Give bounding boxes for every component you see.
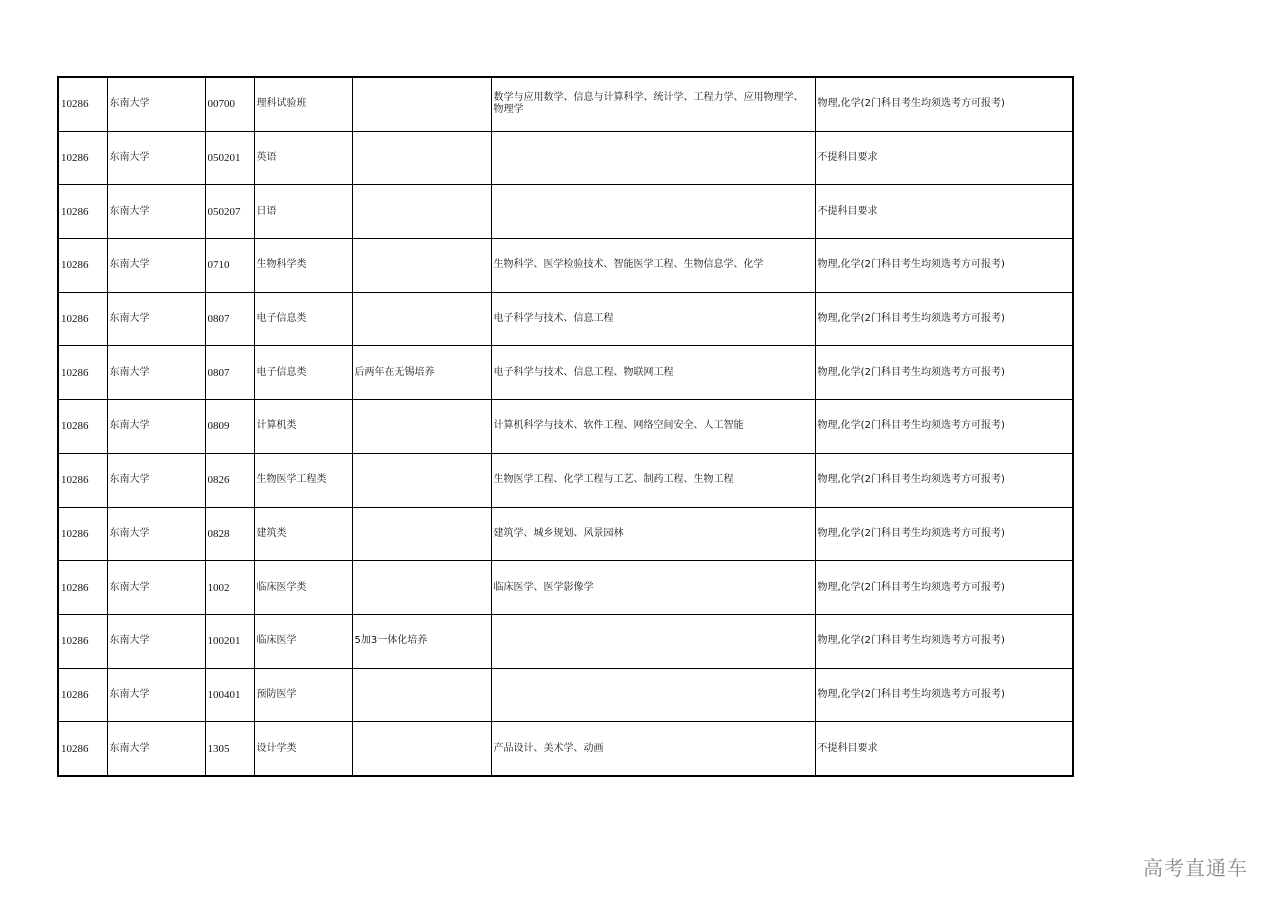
cell-subject-requirement: 不提科目要求 [815, 722, 1073, 776]
table-row [58, 292, 1073, 346]
cell-major-name: 生物医学工程类 [254, 453, 352, 507]
cell-subject-requirement: 不提科目要求 [815, 131, 1073, 185]
cell-subject-requirement: 物理,化学(2门科目考生均须选考方可报考) [815, 507, 1073, 561]
cell-note: 后两年在无锡培养 [352, 346, 491, 400]
cell-school-name: 东南大学 [107, 131, 205, 185]
cell-note: 5加3一体化培养 [352, 614, 491, 668]
cell-included-majors: 生物医学工程、化学工程与工艺、制药工程、生物工程 [491, 453, 815, 507]
cell-included-majors: 计算机科学与技术、软件工程、网络空间安全、人工智能 [491, 400, 815, 454]
cell-school-name: 东南大学 [107, 453, 205, 507]
cell-school-code: 10286 [58, 722, 107, 776]
table-row [58, 561, 1073, 615]
cell-school-code: 10286 [58, 185, 107, 239]
cell-subject-requirement: 物理,化学(2门科目考生均须选考方可报考) [815, 239, 1073, 293]
cell-school-code: 10286 [58, 453, 107, 507]
table-row [58, 185, 1073, 239]
cell-school-name: 东南大学 [107, 239, 205, 293]
cell-major-code: 100401 [205, 668, 254, 722]
cell-subject-requirement: 物理,化学(2门科目考生均须选考方可报考) [815, 668, 1073, 722]
cell-subject-requirement: 物理,化学(2门科目考生均须选考方可报考) [815, 77, 1073, 131]
cell-major-name: 临床医学 [254, 614, 352, 668]
cell-included-majors: 生物科学、医学检验技术、智能医学工程、生物信息学、化学 [491, 239, 815, 293]
cell-note [352, 722, 491, 776]
table-row [58, 668, 1073, 722]
cell-major-name: 计算机类 [254, 400, 352, 454]
cell-included-majors [491, 131, 815, 185]
cell-included-majors [491, 185, 815, 239]
cell-included-majors: 临床医学、医学影像学 [491, 561, 815, 615]
cell-school-name: 东南大学 [107, 507, 205, 561]
cell-subject-requirement: 物理,化学(2门科目考生均须选考方可报考) [815, 346, 1073, 400]
cell-major-code: 0807 [205, 346, 254, 400]
cell-note [352, 561, 491, 615]
table-row [58, 346, 1073, 400]
cell-major-name: 建筑类 [254, 507, 352, 561]
cell-major-code: 100201 [205, 614, 254, 668]
cell-major-name: 电子信息类 [254, 346, 352, 400]
cell-school-code: 10286 [58, 400, 107, 454]
cell-school-name: 东南大学 [107, 668, 205, 722]
cell-school-code: 10286 [58, 239, 107, 293]
cell-major-code: 0710 [205, 239, 254, 293]
table-row [58, 239, 1073, 293]
cell-note [352, 668, 491, 722]
cell-major-name: 临床医学类 [254, 561, 352, 615]
cell-included-majors [491, 614, 815, 668]
cell-major-code: 050201 [205, 131, 254, 185]
enrollment-table [57, 76, 1074, 777]
cell-note [352, 507, 491, 561]
cell-subject-requirement: 不提科目要求 [815, 185, 1073, 239]
cell-major-code: 0828 [205, 507, 254, 561]
cell-major-name: 生物科学类 [254, 239, 352, 293]
cell-school-code: 10286 [58, 131, 107, 185]
cell-note [352, 185, 491, 239]
cell-major-name: 预防医学 [254, 668, 352, 722]
cell-included-majors: 电子科学与技术、信息工程 [491, 292, 815, 346]
cell-major-code: 0826 [205, 453, 254, 507]
cell-included-majors: 建筑学、城乡规划、风景园林 [491, 507, 815, 561]
cell-subject-requirement: 物理,化学(2门科目考生均须选考方可报考) [815, 400, 1073, 454]
cell-major-name: 电子信息类 [254, 292, 352, 346]
cell-subject-requirement: 物理,化学(2门科目考生均须选考方可报考) [815, 453, 1073, 507]
table-row [58, 507, 1073, 561]
cell-major-name: 日语 [254, 185, 352, 239]
cell-note [352, 77, 491, 131]
cell-school-name: 东南大学 [107, 77, 205, 131]
cell-subject-requirement: 物理,化学(2门科目考生均须选考方可报考) [815, 614, 1073, 668]
cell-major-code: 050207 [205, 185, 254, 239]
cell-school-name: 东南大学 [107, 614, 205, 668]
cell-included-majors: 电子科学与技术、信息工程、物联网工程 [491, 346, 815, 400]
table-row [58, 400, 1073, 454]
cell-major-code: 0809 [205, 400, 254, 454]
cell-school-name: 东南大学 [107, 400, 205, 454]
table-row [58, 77, 1073, 131]
cell-note [352, 453, 491, 507]
cell-major-code: 1305 [205, 722, 254, 776]
table-row [58, 722, 1073, 776]
cell-school-code: 10286 [58, 346, 107, 400]
table-row [58, 614, 1073, 668]
cell-major-name: 设计学类 [254, 722, 352, 776]
watermark-text: 高考直通车 [1143, 856, 1248, 880]
cell-school-code: 10286 [58, 507, 107, 561]
cell-included-majors: 产品设计、美术学、动画 [491, 722, 815, 776]
cell-note [352, 400, 491, 454]
cell-school-code: 10286 [58, 668, 107, 722]
cell-school-name: 东南大学 [107, 185, 205, 239]
cell-note [352, 292, 491, 346]
cell-school-code: 10286 [58, 614, 107, 668]
cell-school-code: 10286 [58, 77, 107, 131]
cell-major-name: 理科试验班 [254, 77, 352, 131]
cell-included-majors: 数学与应用数学、信息与计算科学、统计学、工程力学、应用物理学、物理学 [491, 77, 815, 131]
cell-school-name: 东南大学 [107, 722, 205, 776]
cell-note [352, 131, 491, 185]
cell-major-code: 1002 [205, 561, 254, 615]
cell-subject-requirement: 物理,化学(2门科目考生均须选考方可报考) [815, 292, 1073, 346]
cell-school-name: 东南大学 [107, 346, 205, 400]
cell-school-code: 10286 [58, 561, 107, 615]
cell-school-code: 10286 [58, 292, 107, 346]
cell-subject-requirement: 物理,化学(2门科目考生均须选考方可报考) [815, 561, 1073, 615]
table-row [58, 131, 1073, 185]
cell-school-name: 东南大学 [107, 292, 205, 346]
cell-major-code: 00700 [205, 77, 254, 131]
table-body [58, 77, 1073, 776]
cell-major-code: 0807 [205, 292, 254, 346]
cell-school-name: 东南大学 [107, 561, 205, 615]
cell-major-name: 英语 [254, 131, 352, 185]
table-row [58, 453, 1073, 507]
cell-note [352, 239, 491, 293]
cell-included-majors [491, 668, 815, 722]
